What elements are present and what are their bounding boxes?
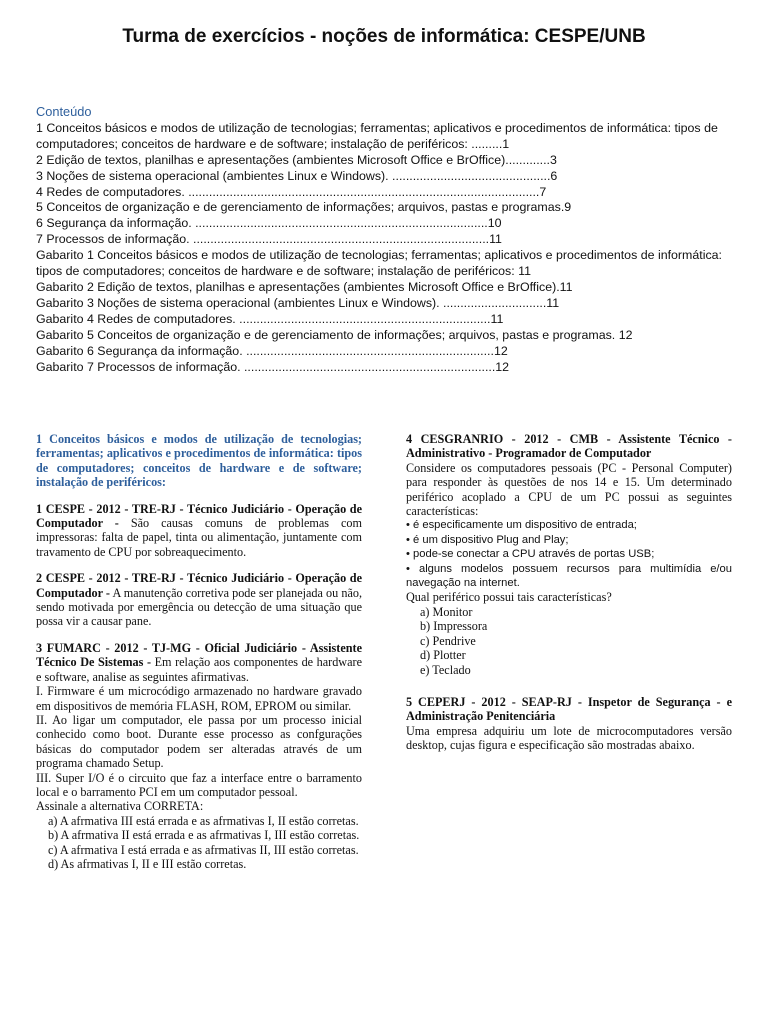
toc-entry[interactable]: Gabarito 6 Segurança da informação. ........................................................................12 [36,343,508,358]
answer-option: d) Plotter [420,648,466,663]
right-column [406,432,732,765]
question-header: 2 CESPE - 2012 - TRE-RJ - Técnico Judiciário - Operação de Computador - [36,571,362,600]
statement: I. Firmware é um microcódigo armazenado no hardware gravado em dispositivos de memória FLASH, ROM, EPROM ou similar. [36,684,362,713]
question-2 [36,571,362,629]
answer-option: e) Teclado [420,662,471,677]
section-heading: 1 Conceitos básicos e modos de utilização de tecnologias; ferramentas; aplicativos e procedimentos de informática: tipos de computadores; conceitos de hardware e de software; instalação de periféricos: [36,432,362,490]
question-5 [406,695,732,753]
answer-option: b) Impressora [420,619,488,634]
toc-entry[interactable]: 4 Redes de computadores. ......................................................................................................7 [36,184,547,199]
question-4 [406,432,732,677]
toc-entry[interactable]: Gabarito 2 Edição de textos, planilhas e apresentações (ambientes Microsoft Office e BrOffice).11 [36,279,573,294]
statement: II. Ao ligar um computador, ele passa por um processo inicial conhecido como boot. Durante esse processo as confgurações básicas do computador podem ser alteradas através de um programa chamado Setup. [36,712,362,771]
answer-option: b) A afrmativa II está errada e as afrmativas I, III estão corretas. [48,828,360,843]
bullet-item: • pode-se conectar a CPU através de portas USB; [406,548,655,561]
question-prompt: Assinale a alternativa CORRETA: [36,799,204,814]
toc-entry[interactable]: 1 Conceitos básicos e modos de utilização de tecnologias; ferramentas; aplicativos e procedimentos de informática: tipos de computadores; conceitos de hardware e de software; instalação de periféricos: .........1 [36,120,718,151]
toc-entry[interactable]: Gabarito 7 Processos de informação. .........................................................................12 [36,359,510,374]
toc-entry[interactable]: 2 Edição de textos, planilhas e apresentações (ambientes Microsoft Office e BrOffice).............3 [36,152,557,167]
question-3 [36,641,362,872]
toc-entry[interactable]: 7 Processos de informação. ......................................................................................11 [36,232,502,247]
question-text: A manutenção corretiva pode ser planejada ou não, sendo motivada por emergência ou detecção de uma situação que possa vir a causar pane. [36,585,362,629]
question-1 [36,502,362,560]
question-text: São causas comuns de problemas com impressoras: falta de papel, tinta ou alimentação, juntamente com travamento de CPU por sobreaquecimento. [36,516,362,559]
statement: III. Super I/O é o circuito que faz a interface entre o barramento local e o barramento PCI em um computador pessoal. [36,770,362,799]
question-header: 1 CESPE - 2012 - TRE-RJ - Técnico Judiciário - Operação de Computador - [36,501,362,531]
toc-entry[interactable]: Gabarito 4 Redes de computadores. .........................................................................11 [36,311,504,326]
question-header: 5 CEPERJ - 2012 - SEAP-RJ - Inspetor de Segurança - e Administração Penitenciária [406,694,732,724]
answer-option: c) Pendrive [420,633,476,648]
bullet-item: • é um dispositivo Plug and Play; [406,533,569,546]
toc-entry[interactable]: Gabarito 1 Conceitos básicos e modos de utilização de tecnologias; ferramentas; aplicativos e procedimentos de informática: tipos de computadores; conceitos de hardware e de software; instalação de periféricos: 11 [36,248,722,279]
answer-option: c) A afrmativa I está errada e as afrmativas II, III estão corretas. [48,842,359,857]
toc-entry[interactable]: Gabarito 3 Noções de sistema operacional (ambientes Linux e Windows). ..............................11 [36,295,560,310]
question-text: Uma empresa adquiriu um lote de microcomputadores versão desktop, cujas figura e especificação são mostradas abaixo. [406,723,732,753]
answer-option: a) A afrmativa III está errada e as afrmativas I, II estão corretas. [48,813,359,828]
page-title: Turma de exercícios - noções de informática: CESPE/UNB [122,26,646,47]
question-header: 3 FUMARC - 2012 - TJ-MG - Oficial Judiciário - Assistente Técnico De Sistemas - [36,640,362,670]
answer-option: a) Monitor [420,604,473,619]
answer-option: d) As afrmativas I, II e III estão corretas. [48,856,247,871]
table-of-contents [36,104,736,375]
toc-entry[interactable]: 5 Conceitos de organização e de gerenciamento de informações; arquivos, pastas e programas.9 [36,200,572,215]
toc-entry[interactable]: Gabarito 5 Conceitos de organização e de gerenciamento de informações; arquivos, pastas e programas. 12 [36,327,633,342]
question-text: Em relação aos componentes de hardware e software, analise as seguintes afirmativas. [36,655,362,684]
toc-entry[interactable]: 3 Noções de sistema operacional (ambientes Linux e Windows). ..............................................6 [36,168,558,183]
question-prompt: Qual periférico possui tais características? [406,590,612,605]
left-column [36,432,362,883]
toc-heading: Conteúdo [36,104,92,119]
bullet-item: • é especificamente um dispositivo de entrada; [406,519,637,532]
question-text: Considere os computadores pessoais (PC - Personal Computer) para responder às questões de nos 14 e 15. Um determinado periférico acoplado a CPU de um PC possui as seguintes características: [406,460,732,519]
bullet-item: • alguns modelos possuem recursos para multimídia e/ou navegação na internet. [406,562,732,590]
toc-entry[interactable]: 6 Segurança da informação. .....................................................................................10 [36,216,502,231]
question-header: 4 CESGRANRIO - 2012 - CMB - Assistente Técnico - Administrativo - Programador de Computador [406,432,732,461]
